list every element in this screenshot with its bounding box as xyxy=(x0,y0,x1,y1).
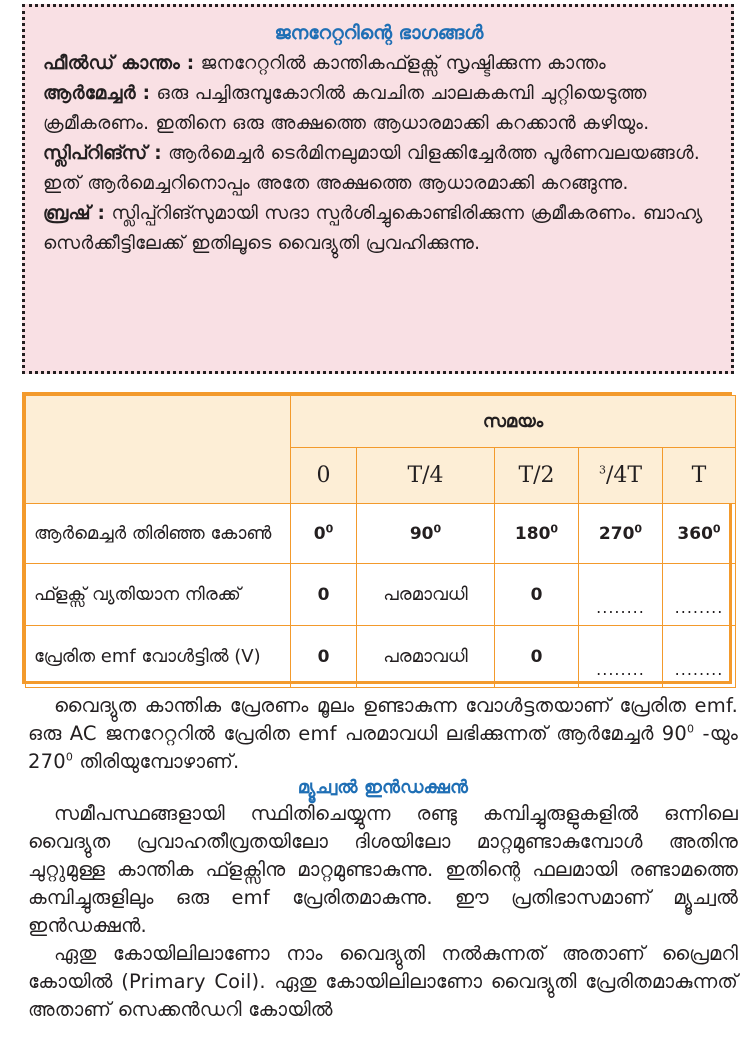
section-title-mutual-induction: മ്യൂച്വൽ ഇൻഡക്ഷൻ xyxy=(297,777,469,798)
table-cell: $0^0$ xyxy=(291,504,357,564)
term-label: ഫീൽഡ് കാന്തം : xyxy=(43,53,195,74)
col-header: T/4 xyxy=(357,448,495,504)
table-corner xyxy=(26,396,291,504)
col-header-t: T xyxy=(627,463,643,488)
table-cell: $270^0$ xyxy=(579,504,663,564)
table-cell: 0 xyxy=(495,626,579,688)
table-cell: 0 xyxy=(495,564,579,626)
table-cell: 0 xyxy=(291,626,357,688)
term-label: ബ്രഷ് : xyxy=(43,203,106,224)
table-cell: $360^0$ xyxy=(663,504,736,564)
table-cell: പരമാവധി xyxy=(357,626,495,688)
term-text: ജനറേറ്ററിൽ കാന്തികഫ്ളക്സ് സൃഷ്ടിക്കുന്ന കാന്തം xyxy=(194,53,606,74)
table-cell: $180^0$ xyxy=(495,504,579,564)
term-text: ആർമെച്ചർ ടെർമിനലുമായി വിളക്കിച്ചേർത്ത പൂർണവലയങ്ങൾ. ഇത് ആർമെച്ചറിനൊപ്പം അതേ അക്ഷത്തെ ആധാരമാക്കി കറങ്ങുന്നു. xyxy=(43,143,701,194)
note-title: ജനറേറ്ററിന്റെ ഭാഗങ്ങൾ xyxy=(274,22,484,44)
note-item-slip-rings xyxy=(43,139,715,199)
table-cell-blank: ........ xyxy=(579,626,663,688)
note-item-brush xyxy=(43,199,715,259)
term-label: ആർമേച്ചർ : xyxy=(43,83,151,104)
col-header-three-quarter xyxy=(579,448,663,504)
generator-table xyxy=(22,392,732,684)
term-text: ഒരു പച്ചിരുമ്പുകോറിൽ കവചിത ചാലകകമ്പി ചുറ്റിയെടുത്ത ക്രമീകരണം. ഇതിനെ ഒരു അക്ഷത്തെ ആധാരമാക്കി കറക്കാൻ കഴിയും. xyxy=(43,83,650,134)
fraction-rest: /4 xyxy=(605,463,628,488)
table-cell-blank: ........ xyxy=(663,564,736,626)
table-cell: പരമാവധി xyxy=(357,564,495,626)
term-label: സ്ലിപ്റിങ്സ് : xyxy=(43,143,162,164)
col-header: T/2 xyxy=(495,448,579,504)
table-cell: 0 xyxy=(291,564,357,626)
paragraph-coils: ഏതു കോയിലിലാണോ നാം വൈദ്യുതി നൽകുന്നത് അതാണ് പ്രൈമറി കോയിൽ (Primary Coil). ഏതു കോയിലിലാണോ വൈദ്യുതി പ്രേരിതമാകുന്നത് അതാണ് സെക്കൻഡറി കോയിൽ xyxy=(28,942,738,1021)
table-cell: $90^0$ xyxy=(357,504,495,564)
col-header: T xyxy=(663,448,736,504)
body-text xyxy=(28,692,738,1024)
row-label: ആർമെച്ചർ തിരിഞ്ഞ കോൺ xyxy=(26,504,291,564)
note-item-armature xyxy=(43,79,715,139)
paragraph-mutual-induction: സമീപസ്ഥങ്ങളായി സ്ഥിതിചെയ്യുന്ന രണ്ടു കമ്പിച്ചുരുളുകളിൽ ഒന്നിലെ വൈദ്യുത പ്രവാഹതീവ്രതയിലോ ദിശയിലോ മാറ്റമുണ്ടാകുമ്പോൾ അതിനു ചുറ്റുമുള്ള കാന്തിക ഫ്ളക്സിനു മാറ്റമുണ്ടാകുന്നു. ഇതിന്റെ ഫലമായി രണ്ടാമത്തെ കമ്പിച്ചുരുളിലും ഒരു emf പ്രേരിതമാകുന്നു. ഈ പ്രതിഭാസമാണ് മ്യൂച്വൽ ഇൻഡക്ഷൻ. xyxy=(28,802,738,937)
row-label: പ്രേരിത emf വോൾട്ടിൽ (V) xyxy=(26,626,291,688)
fraction-numerator: 3 xyxy=(598,463,606,477)
table-cell-blank: ........ xyxy=(663,626,736,688)
time-header: സമയം xyxy=(291,396,736,448)
paragraph-induced-emf: വൈദ്യുത കാന്തിക പ്രേരണം മൂലം ഉണ്ടാകുന്ന വോൾട്ടതയാണ് പ്രേരിത emf. ഒരു AC ജനറേറ്ററിൽ പ്രേരിത emf പരമാവധി ലഭിക്കുന്നത് ആർമേച്ചർ $90^0$ -യും $270^0$ തിരിയുമ്പോഴാണ്. xyxy=(28,694,738,773)
col-header: 0 xyxy=(291,448,357,504)
generator-parts-note xyxy=(22,4,734,374)
note-item-field-magnet xyxy=(43,49,715,79)
row-label: ഫ്ളക്സ് വ്യതിയാന നിരക്ക് xyxy=(26,564,291,626)
term-text: സ്ലിപ്പ്റിങ്സുമായി സദാ സ്പർശിച്ചുകൊണ്ടിരിക്കുന്ന ക്രമീകരണം. ബാഹ്യ സെർക്കീട്ടിലേക്ക് ഇതിലൂടെ വൈദ്യുതി പ്രവഹിക്കുന്നു. xyxy=(43,203,703,254)
table-cell-blank: ........ xyxy=(579,564,663,626)
